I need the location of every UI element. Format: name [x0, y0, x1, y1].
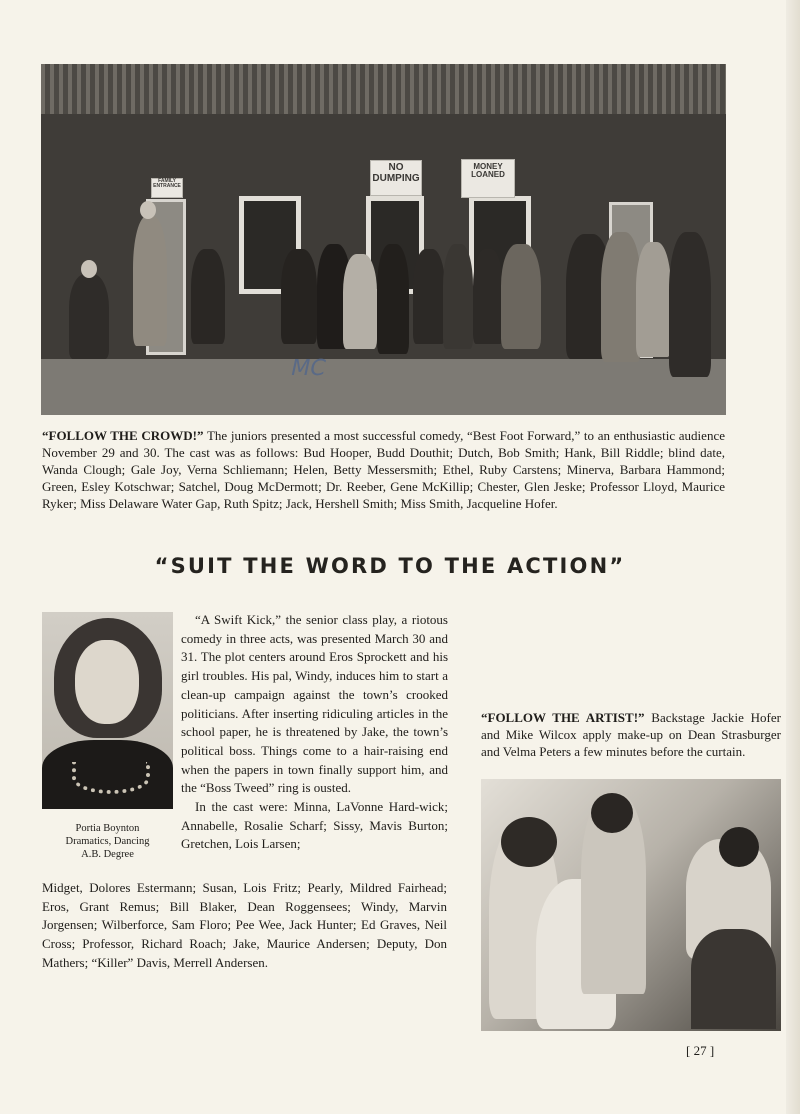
actor-dancer [473, 249, 503, 344]
actor-dancer [191, 249, 225, 344]
senior-play-cast [42, 879, 447, 973]
person-hair [501, 817, 557, 867]
actor-dancer [413, 249, 445, 344]
actor-head [140, 201, 156, 219]
top-photo-caption [42, 427, 725, 512]
actor-group [636, 242, 671, 357]
artist-caption-lead: “FOLLOW THE ARTIST!” [481, 710, 645, 725]
actor-seated [69, 274, 109, 359]
actor-standing [133, 216, 167, 346]
stage-photo [41, 64, 726, 415]
portrait-photo [42, 612, 173, 809]
section-heading: “SUIT THE WORD TO THE ACTION” [154, 554, 626, 578]
stage-curtain [41, 64, 726, 114]
actor-head [81, 260, 97, 278]
portrait-role: Dramatics, Dancing [65, 836, 150, 847]
person-hair [591, 793, 633, 833]
caption-text: The juniors presented a most successful comedy, “Best Foot Forward,” to an enthusiastic audience November 29 and 30. The cast was as follows: Bud Hooper, Budd Douthit; Dutch, Bob Smith; Hank, Bill Riddle; blind date, Wanda Clough; Gale Joy, Verna Schliemann; Helen, Betty Messersmith; Ethel, Ruby Carstens; Minerva, Barbara Hammond; Green, Esley Kotschwar; Satchel, Doug McDermott; Dr. Reeber, Gene McKillip; Chester, Glen Jeske; Professor Lloyd, Maurice Ryker; Miss Delaware Water Gap, Ruth Spitz; Jack, Hershell Smith; Miss Smith, Jacqueline Hofer. [42, 428, 725, 511]
actor-dancer [343, 254, 377, 349]
actor-group [601, 232, 641, 362]
person-hair [719, 827, 759, 867]
portrait-caption [42, 822, 173, 861]
actor-dancer [501, 244, 541, 349]
makeup-photo [481, 779, 781, 1031]
senior-play-cast-start: In the cast were: Minna, LaVonne Hard-wick; Annabelle, Rosalie Scharf; Sissy, Mavis Burton; Gretchen, Lois Larsen; [181, 799, 448, 852]
senior-play-intro: “A Swift Kick,” the senior class play, a riotous comedy in three acts, was presented March 30 and 31. The plot centers around Eros Sprockett and his girl troubles. His pal, Windy, induces him to start a clean-up campaign against the town’s crooked politicians. After inserting ridiculing articles in the school paper, he is threatened by Jake, the town’s political boss. Things come to a hair-raising end when the papers in town finally support him, and the “Boss Tweed” ring is ousted. [181, 612, 448, 796]
stage-floor [41, 359, 726, 415]
actor-dancer [377, 244, 409, 354]
portrait-degree: A.B. Degree [81, 849, 134, 860]
sign-no-dumping: NO DUMPING [370, 160, 422, 196]
handwritten-initials: MC [288, 356, 329, 381]
actor-dancer [443, 244, 473, 349]
senior-play-description [181, 611, 448, 854]
person-seated-right [691, 929, 776, 1029]
portrait-face [75, 640, 139, 724]
artist-caption [481, 709, 781, 760]
portrait-name: Portia Boynton [75, 823, 140, 834]
page-edge [786, 0, 800, 1114]
portrait-necklace [72, 762, 150, 794]
sign-money-loaned: MONEY LOANED [461, 159, 515, 198]
caption-lead: “FOLLOW THE CROWD!” [42, 428, 204, 443]
artist-caption-text: Backstage Jackie Hofer and Mike Wilcox apply make-up on Dean Strasburger and Velma Peters a few minutes before the curtain. [481, 710, 781, 759]
actor-group [669, 232, 711, 377]
actor-dancer [281, 249, 317, 344]
page-number: [ 27 ] [686, 1043, 715, 1058]
sign-family-entrance: FAMILY ENTRANCE [151, 178, 183, 198]
senior-play-cast-rest: Midget, Dolores Estermann; Susan, Lois Fritz; Pearly, Mildred Fairhead; Eros, Grant Remus; Bill Blaker, Dean Roggensees; Windy, Marvin Jorgensen; Wilberforce, Sam Floro; Pee Wee, Jack Hunter; Ed Graves, Neil Cross; Professor, Richard Roach; Jake, Maurice Andersen; Deputy, Don Mathers; “Killer” Davis, Merrell Andersen. [42, 880, 447, 970]
